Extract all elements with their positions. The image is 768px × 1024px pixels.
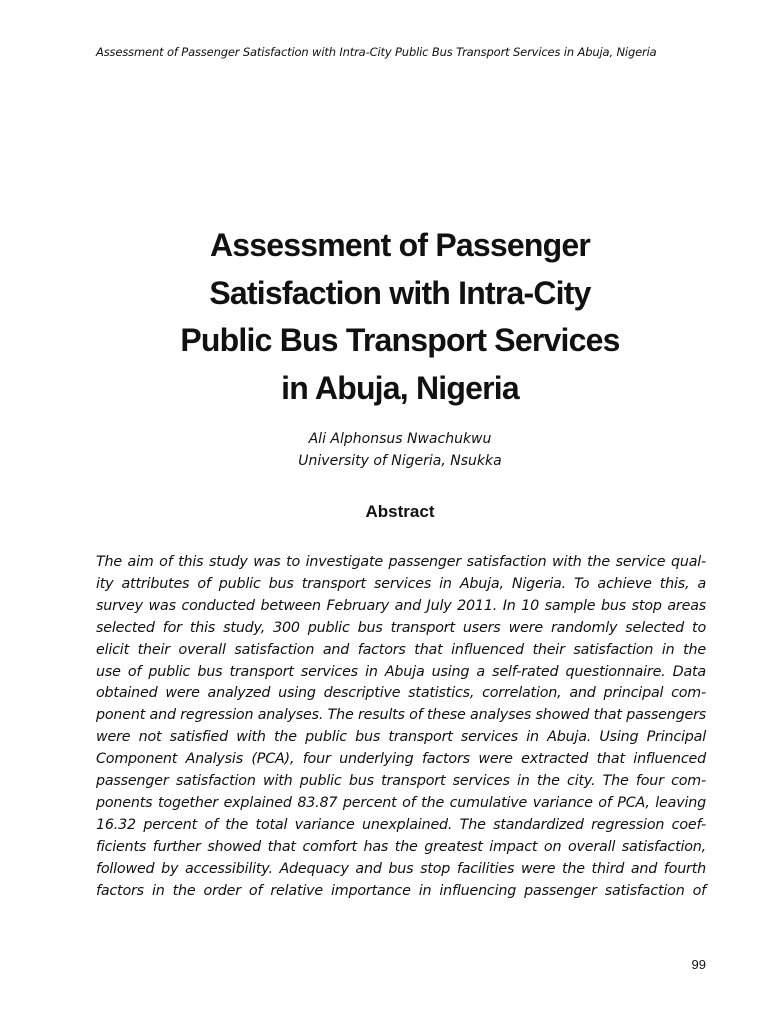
title-line: Public Bus Transport Services [180, 322, 620, 358]
author-name: Ali Alphonsus Nwachukwu [308, 431, 492, 447]
title-line: in Abuja, Nigeria [281, 369, 519, 406]
title-line: Assessment of Passenger [209, 227, 590, 263]
abstract-line: ponent and regression analyses. The results of these analyses showed that passengers [96, 707, 706, 724]
page-number: 99 [691, 957, 706, 972]
abstract-line: ponents together explained 83.87 percent of the cumulative variance of PCA, leaving [96, 794, 706, 811]
abstract-line: survey was conducted between February and July 2011. In 10 sample bus stop areas [96, 597, 706, 614]
abstract-line: 16.32 percent of the total variance unexplained. The standardized regression coef- [96, 816, 706, 833]
author-affiliation: University of Nigeria, Nsukka [298, 453, 502, 469]
abstract-line: obtained were analyzed using descriptive statistics, correlation, and principal com- [96, 685, 706, 702]
abstract-line: ity attributes of public bus transport services in Abuja, Nigeria. To achieve this, a [96, 575, 706, 592]
abstract-line: passenger satisfaction with public bus transport services in the city. The four com- [96, 773, 706, 790]
abstract-line: factors in the order of relative importance in influencing passenger satisfaction of [96, 882, 706, 899]
title-line: Satisfaction with Intra-City [209, 274, 591, 311]
abstract-line: were not satisfied with the public bus transport services in Abuja. Using Principal [96, 729, 706, 746]
abstract-line: elicit their overall satisfaction and factors that influenced their satisfaction in the [96, 641, 706, 658]
running-head: Assessment of Passenger Satisfaction with Intra-City Public Bus Transport Services in Abuja, Nigeria [96, 45, 657, 59]
abstract-line: The aim of this study was to investigate passenger satisfaction with the service qual- [96, 554, 706, 570]
abstract-body [96, 552, 706, 903]
abstract-line: Component Analysis (PCA), four underlying factors were extracted that influenced [96, 751, 706, 768]
author-block [200, 428, 600, 472]
abstract-line: selected for this study, 300 public bus transport users were randomly selected to [96, 619, 706, 636]
abstract-line: ficients further showed that comfort has the greatest impact on overall satisfaction, [96, 838, 706, 855]
abstract-line: followed by accessibility. Adequacy and bus stop facilities were the third and fourth [96, 860, 706, 877]
abstract-heading: Abstract [365, 502, 435, 521]
paper-title [100, 222, 700, 412]
abstract-line: use of public bus transport services in Abuja using a self-rated questionnaire. Data [96, 663, 706, 680]
